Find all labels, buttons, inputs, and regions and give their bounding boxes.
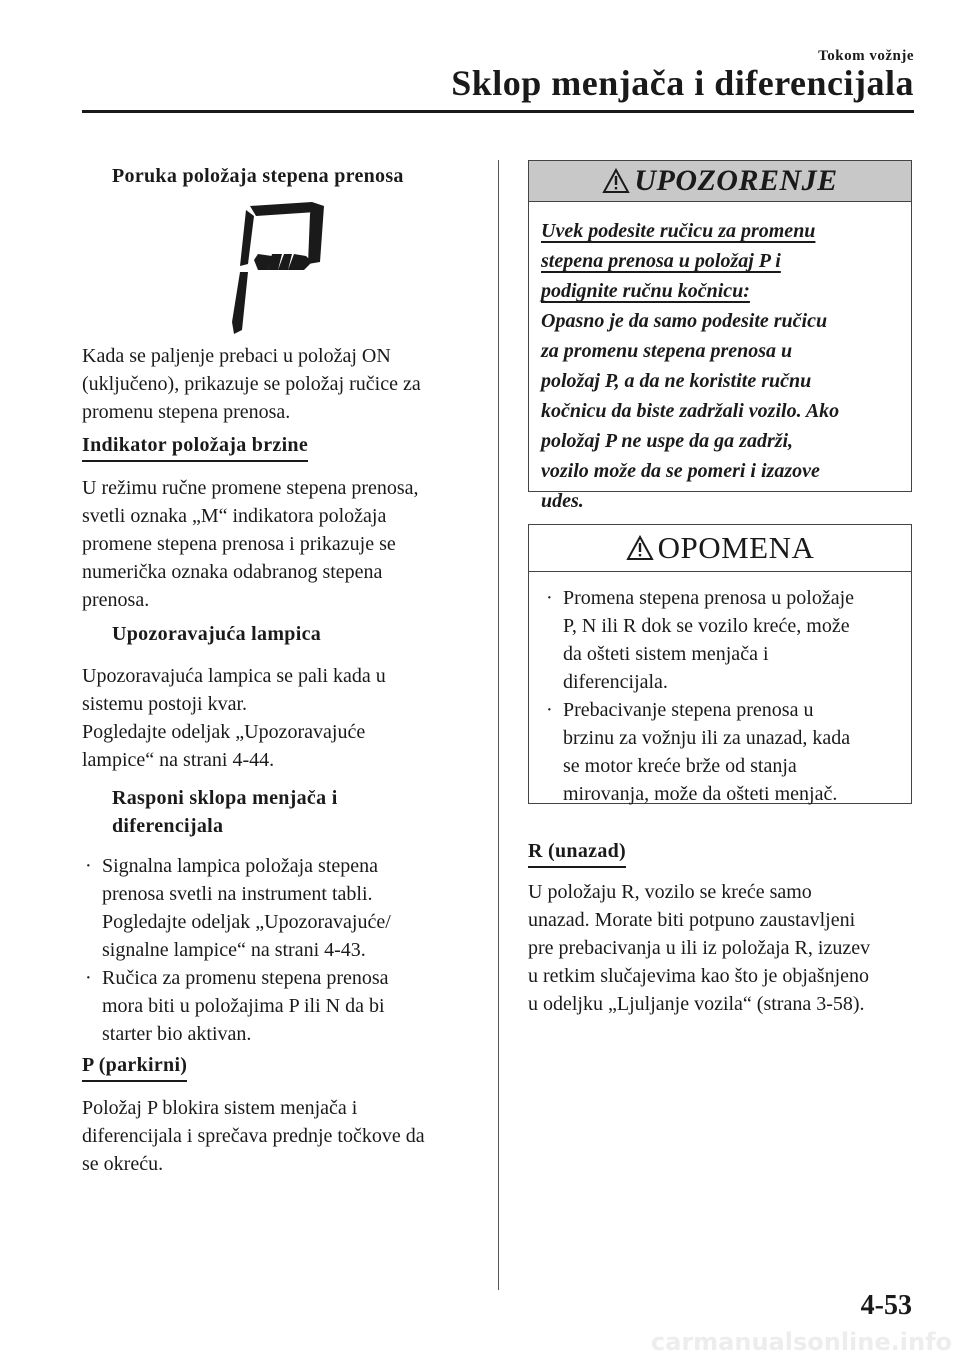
note-box-header [529,525,911,572]
text-line: brzinu za vožnju ili za unazad, kada [563,727,851,749]
r-heading: R (unazad) [528,838,626,868]
text-line: Signalna lampica položaja stepena [102,855,379,877]
text-line: podignite ručnu kočnicu: [541,280,750,302]
text-line: položaj P ne uspe da ga zadrži, [541,430,794,452]
warning-box-header [529,161,911,202]
text-line: Upozoravajuća lampica se pali kada u [82,665,386,687]
p-text [82,1094,480,1178]
text-line: za promenu stepena prenosa u [541,340,793,362]
text-line: Promena stepena prenosa u položaje [563,587,855,609]
warning-lamp-heading: Upozoravajuća lampica [112,623,322,645]
page-title: Sklop menjača i diferencijala [451,63,914,103]
warning-lamp-text [82,662,480,774]
note-box-body [529,572,911,808]
text-line: da ošteti sistem menjača i [563,643,769,665]
text-line: promenu stepena prenosa. [82,401,291,423]
column-divider [498,160,499,1290]
warning-triangle-icon [626,535,654,561]
text-line: Pogledajte odeljak „Upozoravajuće/ [102,911,391,933]
bullet-dot: · [546,587,553,609]
watermark: carmanualsonline.info [650,1328,952,1356]
text-line: Pogledajte odeljak „Upozoravajuće [82,721,366,743]
ranges-bullets [82,852,480,1048]
text-line: lampice“ na strani 4-44. [82,749,275,771]
text-line: mora biti u položajima P ili N da bi [102,995,385,1017]
bullet-dot: · [85,967,92,989]
text-line: diferencijala i sprečava prednje točkove da [82,1125,425,1147]
gear-message-heading: Poruka položaja stepena prenosa [112,165,404,187]
text-line: kočnicu da biste zadržali vozilo. Ako [541,400,840,422]
gear-message-text [82,342,480,426]
page-number: 4-53 [860,1290,912,1321]
text-line: starter bio aktivan. [102,1023,252,1045]
text-line: (uključeno), prikazuje se položaj ručice za [82,373,421,395]
ranges-heading [82,784,338,840]
text-line: numerička oznaka odabranog stepena [82,561,383,583]
text-line: diferencijala. [563,671,668,693]
text-line: udes. [541,490,584,512]
warning-box [528,160,912,512]
text-line: mirovanja, može da ošteti menjač. [563,783,838,805]
text-line: pre prebacivanja u ili iz položaja R, izuzev [528,937,871,959]
indicator-heading: Indikator položaja brzine [82,432,308,462]
text-line: Ručica za promenu stepena prenosa [102,967,389,989]
text-line: položaj P, a da ne koristite ručnu [541,370,812,392]
text-line: P, N ili R dok se vozilo kreće, može [563,615,850,637]
heading-line: diferencijala [112,815,224,837]
warning-box-body [529,202,911,516]
warning-triangle-icon [602,168,630,194]
text-line: signalne lampice“ na strani 4-43. [102,939,366,961]
text-line: unazad. Morate biti potpuno zaustavljeni [528,909,856,931]
list-item [543,696,897,808]
bullet-dot: · [85,855,92,877]
text-line: u retkim slučajevima kao što je objašnjeno [528,965,870,987]
text-line: stepena prenosa u položaj P i [541,250,781,272]
list-item [543,584,897,696]
heading-line: Rasponi sklopa menjača i [112,787,338,809]
text-line: Prebacivanje stepena prenosa u [563,699,814,721]
left-column [82,0,480,1360]
note-box-title: OPOMENA [657,530,815,565]
p-heading: P (parkirni) [82,1052,187,1082]
text-line: prenosa svetli na instrument tabli. [102,883,373,905]
text-line: Položaj P blokira sistem menjača i [82,1097,358,1119]
r-text [528,878,914,1018]
text-line: U položaju R, vozilo se kreće samo [528,881,812,903]
bullet-dot: · [546,699,553,721]
indicator-text [82,474,480,614]
text-line: se motor kreće brže od stanja [563,755,797,777]
text-line: vozilo može da se pomeri i izazove [541,460,820,482]
text-line: U režimu ručne promene stepena prenosa, [82,477,419,499]
warning-box-title: UPOZORENJE [634,164,838,197]
text-line: svetli oznaka „M“ indikatora položaja [82,505,387,527]
list-item [82,852,480,964]
text-line: u odeljku „Ljuljanje vozila“ (strana 3-58). [528,993,865,1015]
text-line: sistemu postoji kvar. [82,693,247,715]
note-box [528,524,912,804]
text-line: promene stepena prenosa i prikazuje se [82,533,396,555]
text-line: Opasno je da samo podesite ručicu [541,310,828,332]
gear-p-display-icon [228,202,328,334]
header-section: Tokom vožnje [818,48,914,64]
text-line: prenosa. [82,589,150,611]
text-line: se okreću. [82,1153,164,1175]
text-line: Uvek podesite ručicu za promenu [541,220,816,242]
text-line: Kada se paljenje prebaci u položaj ON [82,345,391,367]
list-item [82,964,480,1048]
